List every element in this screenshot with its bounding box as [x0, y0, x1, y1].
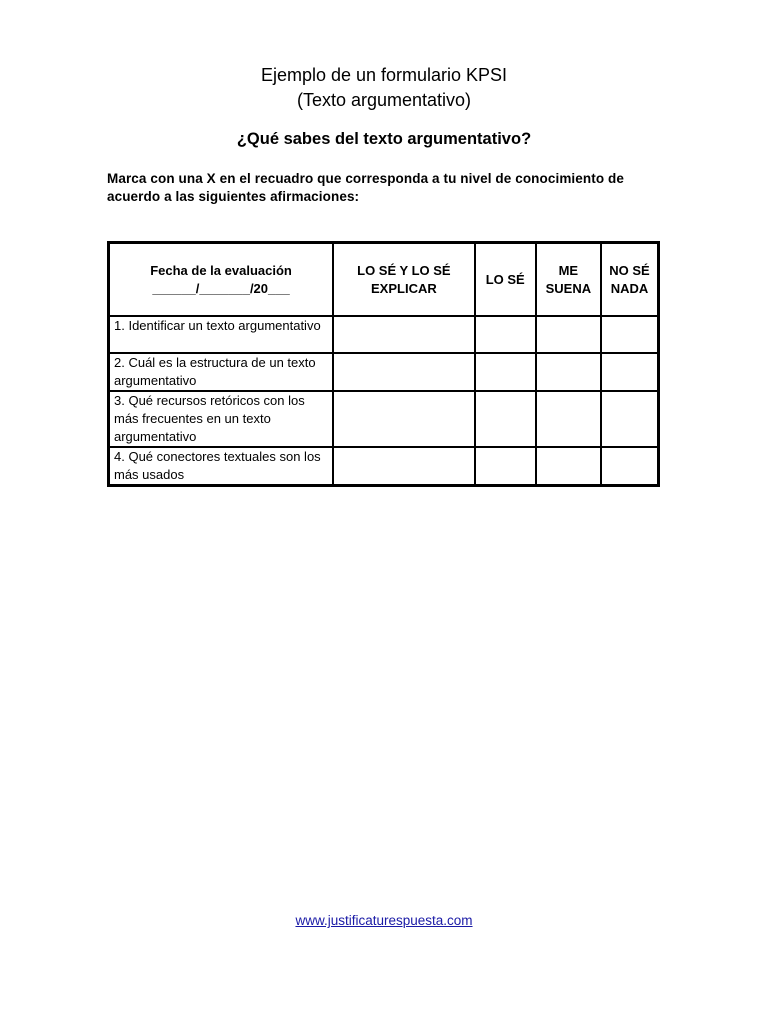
checkbox-cell-lo-se[interactable]: [475, 447, 536, 485]
row-statement: 4. Qué conectores textuales son los más usados: [109, 447, 333, 485]
header-me-suena: [536, 243, 601, 316]
checkbox-cell-lo-se-y-explicar[interactable]: [333, 447, 475, 485]
checkbox-cell-lo-se[interactable]: [475, 391, 536, 447]
table-row: [109, 353, 658, 391]
checkbox-cell-me-suena[interactable]: [536, 391, 601, 447]
header-date-label: Fecha de la evaluación: [150, 262, 292, 278]
checkbox-cell-no-se-nada[interactable]: [601, 391, 658, 447]
document-title-subline: (Texto argumentativo): [296, 90, 472, 110]
table-row: [109, 316, 658, 353]
checkbox-cell-no-se-nada[interactable]: [601, 316, 658, 353]
checkbox-cell-no-se-nada[interactable]: [601, 447, 658, 485]
header-col4-line2: NADA: [610, 280, 649, 296]
row-statement: 2. Cuál es la estructura de un texto argumentativo: [109, 353, 333, 391]
header-col3-line2: SUENA: [545, 280, 592, 296]
footer: [0, 913, 768, 928]
footer-website-link[interactable]: www.justificaturespuesta.com: [295, 913, 473, 928]
checkbox-cell-me-suena[interactable]: [536, 353, 601, 391]
header-col2: LO SÉ: [485, 271, 525, 287]
table-header-row: [109, 243, 658, 316]
document-question-heading: ¿Qué sabes del texto argumentativo?: [236, 130, 532, 148]
checkbox-cell-lo-se-y-explicar[interactable]: [333, 353, 475, 391]
table-row: [109, 447, 658, 485]
header-col1-line2: EXPLICAR: [371, 280, 437, 296]
checkbox-cell-lo-se-y-explicar[interactable]: [333, 316, 475, 353]
checkbox-cell-lo-se-y-explicar[interactable]: [333, 391, 475, 447]
instructions-text: Marca con una X en el recuadro que corresponda a tu nivel de conocimiento de acuerdo a las siguientes afirmaciones:: [107, 171, 624, 204]
header-col4-line1: NO SÉ: [609, 262, 650, 278]
row-statement: 3. Qué recursos retóricos con los más frecuentes en un texto argumentativo: [109, 391, 333, 447]
header-date-cell: [109, 243, 333, 316]
row-statement: 1. Identificar un texto argumentativo: [109, 316, 333, 353]
header-lo-se: [475, 243, 536, 316]
checkbox-cell-lo-se[interactable]: [475, 316, 536, 353]
checkbox-cell-no-se-nada[interactable]: [601, 353, 658, 391]
checkbox-cell-me-suena[interactable]: [536, 447, 601, 485]
document-title: Ejemplo de un formulario KPSI: [260, 65, 508, 85]
header-col1-line1: LO SÉ Y LO SÉ: [357, 262, 451, 278]
header-col3-line1: ME: [558, 262, 579, 278]
header-lo-se-y-explicar: [333, 243, 475, 316]
kpsi-table: [107, 241, 660, 487]
checkbox-cell-me-suena[interactable]: [536, 316, 601, 353]
header-no-se-nada: [601, 243, 658, 316]
table-row: [109, 391, 658, 447]
header-date-format: ______/_______/20___: [152, 280, 290, 296]
checkbox-cell-lo-se[interactable]: [475, 353, 536, 391]
